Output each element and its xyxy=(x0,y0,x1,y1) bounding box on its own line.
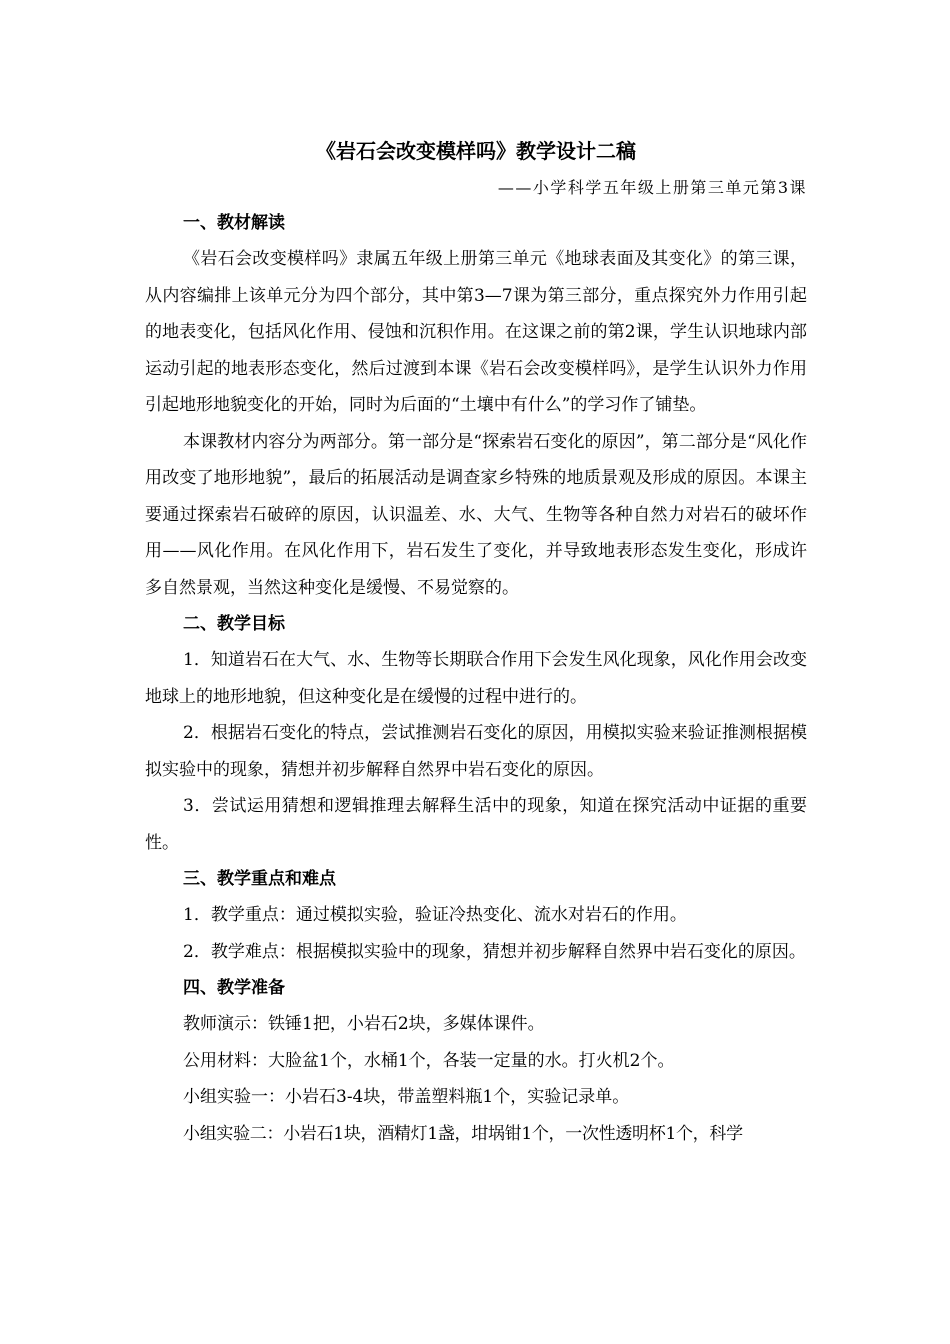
section-heading-textbook: 一、教材解读 xyxy=(183,213,285,233)
preparation-item: 教师演示：铁锤1把，小岩石2块，多媒体课件。 xyxy=(183,1014,545,1034)
paragraph: 3．尝试运用猜想和逻辑推理去解释生活中的现象，知道在探究活动中证据的重要性。 xyxy=(145,796,807,853)
document-title: 《岩石会改变模样吗》教学设计二稿 xyxy=(316,139,636,163)
document-page xyxy=(145,133,807,1152)
section-heading-preparation: 四、教学准备 xyxy=(183,978,285,998)
paragraph: 《岩石会改变模样吗》隶属五年级上册第三单元《地球表面及其变化》的第三课，从内容编排上该单元分为四个部分，其中第3—7课为第三部分，重点探究外力作用引起的地表变化，包括风化作用、侵蚀和沉积作用。在这课之前的第2课，学生认识地球内部运动引起的地表形态变化，然后过渡到本课《岩石会改变模样吗》，是学生认识外力作用引起地形地貌变化的开始，同时为后面的“土壤中有什么”的学习作了铺垫。 xyxy=(145,249,807,415)
section-heading-objectives: 二、教学目标 xyxy=(183,614,285,634)
paragraph: 2．根据岩石变化的特点，尝试推测岩石变化的原因，用模拟实验来验证推测根据模拟实验中的现象，猜想并初步解释自然界中岩石变化的原因。 xyxy=(145,723,807,780)
preparation-item: 小组实验一：小岩石3-4块，带盖塑料瓶1个，实验记录单。 xyxy=(183,1087,630,1107)
paragraph: 1．知道岩石在大气、水、生物等长期联合作用下会发生风化现象，风化作用会改变地球上的地形地貌，但这种变化是在缓慢的过程中进行的。 xyxy=(145,650,807,707)
preparation-item: 小组实验二：小岩石1块，酒精灯1盏，坩埚钳1个，一次性透明杯1个，科学 xyxy=(183,1123,743,1144)
preparation-item: 公用材料：大脸盆1个，水桶1个，各装一定量的水。打火机2个。 xyxy=(183,1050,675,1071)
document-subtitle: ——小学科学五年级上册第三单元第3课 xyxy=(497,178,807,197)
section-heading-key-points: 三、教学重点和难点 xyxy=(183,869,336,889)
paragraph: 本课教材内容分为两部分。第一部分是“探索岩石变化的原因”，第二部分是“风化作用改变了地形地貌”，最后的拓展活动是调查家乡特殊的地质景观及形成的原因。本课主要通过探索岩石破碎的原因，认识温差、水、大气、生物等各种自然力对岩石的破坏作用——风化作用。在风化作用下，岩石发生了变化，并导致地表形态发生变化，形成许多自然景观，当然这种变化是缓慢、不易觉察的。 xyxy=(145,431,807,598)
paragraph: 1．教学重点：通过模拟实验，验证冷热变化、流水对岩石的作用。 xyxy=(183,905,687,925)
paragraph: 2．教学难点：根据模拟实验中的现象，猜想并初步解释自然界中岩石变化的原因。 xyxy=(183,941,806,962)
